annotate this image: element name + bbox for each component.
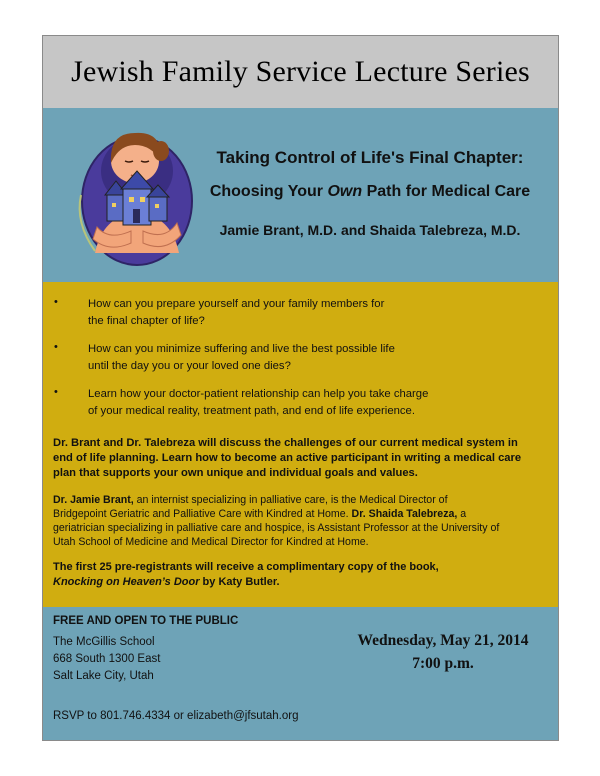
free-public-heading: FREE AND OPEN TO THE PUBLIC <box>53 615 239 627</box>
venue-name: The McGillis School <box>53 636 155 648</box>
event-details-band <box>43 607 558 741</box>
event-date: Wednesday, May 21, 2014 <box>357 632 529 649</box>
overview-paragraph: Dr. Brant and Dr. Talebreza will discuss the challenges of our current medical system in end of life planning. Learn how to become an active participant in writing a medical care plan that supports your own unique and individual goals and values. <box>53 437 522 479</box>
question-list <box>43 296 558 431</box>
event-time: 7:00 p.m. <box>412 655 474 672</box>
lecture-flyer <box>42 35 559 741</box>
bullet-icon: • <box>54 341 58 353</box>
speaker-bios-paragraph: Dr. Jamie Brant, an internist specializing in palliative care, is the Medical Director of Bridgepoint Geriatric and Palliative Care with Kindred at Home. Dr. Shaida Talebreza, a geriatrician specializing in palliative care and hospice, is Assistant Professor at the University of Utah School of Medicine and Medical Director for Kindred at Home. <box>53 494 500 548</box>
venue-city: Salt Lake City, Utah <box>53 670 154 682</box>
lecture-subtitle: Choosing Your Own Path for Medical Care <box>209 183 531 200</box>
list-item: • How can you minimize suffering and live the best possible life until the day you or your loved one dies? <box>54 341 395 372</box>
bullet-icon: • <box>54 296 58 308</box>
list-item: • Learn how your doctor-patient relationship can help you take charge of your medical reality, treatment path, and end of life experience. <box>54 386 429 417</box>
speakers: Jamie Brant, M.D. and Shaida Talebreza, M.D. <box>219 222 521 238</box>
description-band <box>43 282 558 607</box>
title-band <box>43 36 558 108</box>
woman-hugging-house-illustration <box>73 123 197 273</box>
series-title: Jewish Family Service Lecture Series <box>71 55 530 88</box>
book-offer-paragraph: The first 25 pre-registrants will receive a complimentary copy of the book, Knocking on Heaven’s Door by Katy Butler. <box>53 561 439 588</box>
hero-band <box>43 108 558 282</box>
bullet-icon: • <box>54 386 58 398</box>
list-item: • How can you prepare yourself and your family members for the final chapter of life? <box>54 296 385 327</box>
rsvp-contact: RSVP to 801.746.4334 or elizabeth@jfsutah.org <box>53 710 299 722</box>
venue-street: 668 South 1300 East <box>53 653 161 665</box>
lecture-title: Taking Control of Life's Final Chapter: <box>216 148 524 167</box>
